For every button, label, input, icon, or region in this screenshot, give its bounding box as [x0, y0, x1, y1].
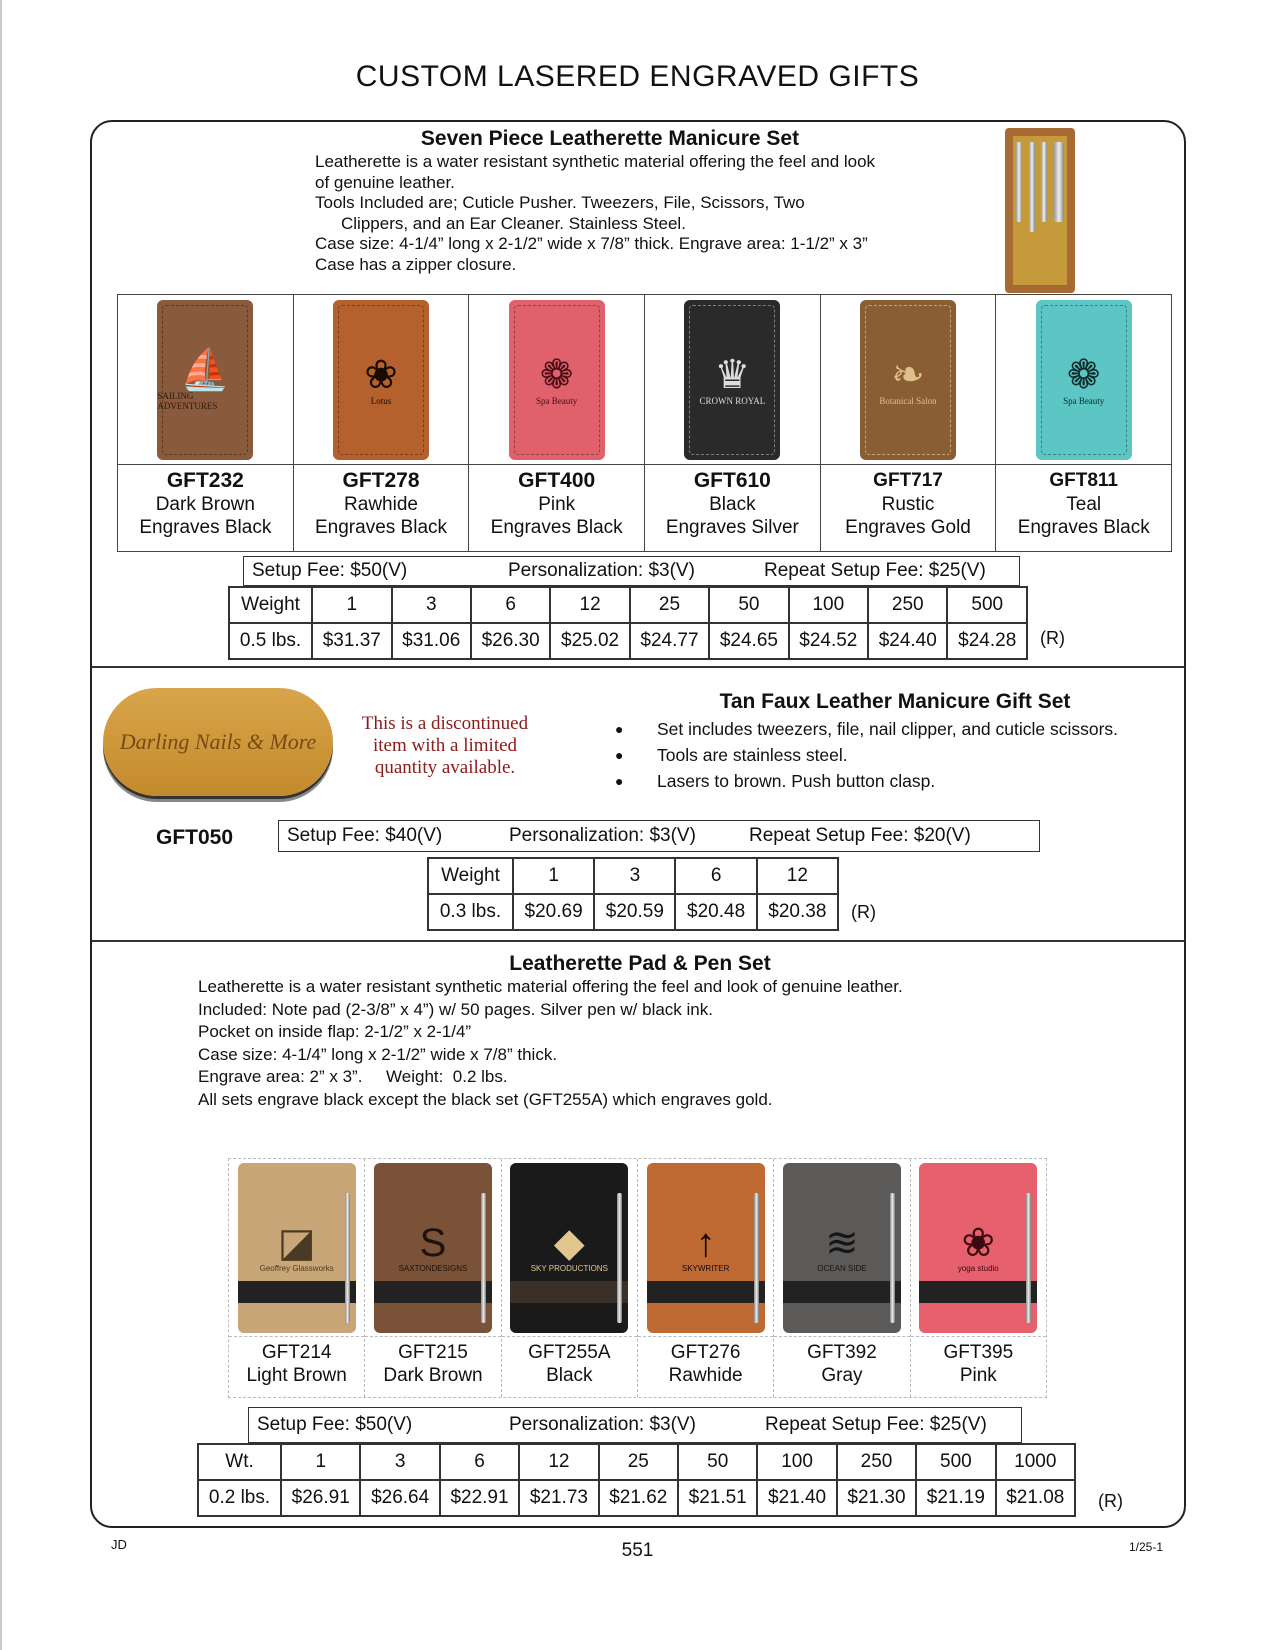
product-color: Pink	[538, 494, 576, 515]
product-card	[821, 295, 997, 551]
product-engraves: Engraves Gold	[845, 517, 971, 538]
r-mark: (R)	[851, 902, 876, 922]
logo-text: Lotus	[370, 395, 392, 406]
product-color: Black	[546, 1365, 593, 1386]
product-sku: GFT717	[873, 470, 943, 491]
manicure-set-image	[1005, 128, 1075, 293]
product-engraves: Engraves Silver	[665, 517, 799, 538]
quantity-row: Wt. 1 3 6 12 25 50 100 250 500 1000	[198, 1444, 1075, 1480]
product-color: Rawhide	[344, 494, 418, 515]
desc-line: Case has a zipper closure.	[315, 254, 517, 274]
r-mark: (R)	[1040, 628, 1065, 648]
desc-line: Pocket on inside flap: 2-1/2” x 2-1/4”	[198, 1022, 472, 1041]
product-image	[1036, 300, 1132, 460]
price-row: 0.3 lbs. $20.69 $20.59 $20.48 $20.38	[428, 894, 838, 930]
product-image	[860, 300, 956, 460]
section1-fees	[243, 556, 1020, 586]
footer-code: 1/25-1	[1128, 1540, 1163, 1554]
product-image	[333, 300, 429, 460]
product-sku: GFT278	[342, 469, 420, 492]
section2-title: Tan Faux Leather Manicure Gift Set	[719, 690, 1071, 713]
product-image	[238, 1163, 356, 1333]
pen-icon	[1026, 1193, 1031, 1323]
product-engraves: Engraves Black	[315, 517, 448, 538]
product-sku: GFT215	[398, 1342, 468, 1363]
product-color: Light Brown	[246, 1365, 347, 1386]
product-grid-manicure	[117, 294, 1172, 552]
quantity-row: Weight 1 3 6 12	[428, 858, 838, 894]
product-color: Rawhide	[668, 1365, 743, 1386]
product-grid-pad-pen	[228, 1158, 1047, 1398]
diamond-bars-icon: ◆	[553, 1221, 585, 1265]
desc-line: Leatherette is a water resistant synthetic material offering the feel and look	[315, 152, 876, 171]
product-card	[118, 295, 294, 551]
setup-fee: Setup Fee: $50(V)	[257, 1414, 413, 1435]
section-divider	[92, 666, 1185, 668]
lotus-icon: ❀	[364, 351, 398, 397]
product-card	[469, 295, 645, 551]
quantity-row: Weight 1 3 6 12 25 50 100 250 500	[229, 587, 1027, 623]
tool-icon	[1016, 142, 1022, 222]
product-color: Dark Brown	[155, 494, 255, 515]
logo-text: SAILING ADVENTURES	[157, 390, 218, 411]
section1-title: Seven Piece Leatherette Manicure Set	[420, 127, 800, 150]
pen-icon	[754, 1193, 759, 1323]
product-image	[684, 300, 780, 460]
product-sku: GFT276	[670, 1342, 741, 1363]
page-number: 551	[621, 1540, 654, 1561]
product-sku: GFT392	[807, 1342, 877, 1363]
desc-line: Case size: 4-1/4” long x 2-1/2” wide x 7/8” thick.	[198, 1044, 558, 1064]
tool-icon	[1029, 142, 1035, 232]
product-card	[645, 295, 821, 551]
setup-fee: Setup Fee: $50(V)	[252, 560, 408, 581]
personalization-fee: Personalization: $3(V)	[508, 560, 695, 581]
logo-text: SKYWRITER	[681, 1264, 730, 1273]
product-card	[774, 1159, 910, 1397]
product-sku: GFT811	[1049, 470, 1119, 491]
product-card	[638, 1159, 774, 1397]
wave-icon: ≋	[825, 1221, 859, 1265]
section3-description	[198, 976, 1098, 1111]
elastic-band	[647, 1281, 765, 1303]
product-image	[509, 300, 605, 460]
product-color: Pink	[959, 1365, 997, 1386]
logo-text: Geoffrey Glassworks	[259, 1264, 334, 1273]
tan-manicure-case-image	[103, 688, 333, 796]
product-sku: GFT255A	[528, 1342, 611, 1363]
product-image	[510, 1163, 628, 1333]
product-card	[229, 1159, 365, 1397]
page-title: CUSTOM LASERED ENGRAVED GIFTS	[355, 60, 920, 93]
pen-icon	[890, 1193, 895, 1323]
logo-text: yoga studio	[957, 1264, 999, 1273]
product-image	[157, 300, 253, 460]
product-card	[294, 295, 470, 551]
elastic-band	[783, 1281, 901, 1303]
pen-icon	[481, 1193, 486, 1323]
desc-line: Included: Note pad (2-3/8” x 4”) w/ 50 pages. Silver pen w/ black ink.	[198, 999, 713, 1019]
logo-text: Spa Beauty	[536, 395, 578, 406]
desc-line: Engrave area: 2” x 3”. Weight: 0.2 lbs.	[198, 1067, 508, 1086]
setup-fee: Setup Fee: $40(V)	[287, 825, 443, 846]
rocket-icon: ↑	[695, 1221, 716, 1265]
section2-sku: GFT050	[156, 826, 234, 849]
logo-text: Botanical Salon	[879, 395, 937, 406]
product-sku: GFT214	[261, 1342, 332, 1363]
elastic-band	[510, 1281, 628, 1303]
product-sku: GFT610	[693, 469, 771, 492]
section2-fees	[278, 820, 1040, 852]
lotus-icon: ❀	[961, 1221, 996, 1265]
engraving-text: Darling Nails & More	[119, 729, 317, 754]
leaf-icon: ❧	[891, 351, 925, 397]
personalization-fee: Personalization: $3(V)	[509, 825, 696, 846]
feature-item: ● Lasers to brown. Push button clasp.	[615, 770, 936, 791]
elastic-band	[238, 1281, 356, 1303]
product-image	[647, 1163, 765, 1333]
crown-icon: ♛	[714, 351, 751, 397]
elastic-band	[374, 1281, 492, 1303]
footer-initials: JD	[111, 1537, 127, 1552]
product-color: Gray	[821, 1365, 863, 1386]
desc-line: of genuine leather.	[315, 172, 455, 192]
sailboat-icon: ⛵	[180, 346, 231, 392]
price-row: 0.5 lbs. $31.37 $31.06 $26.30 $25.02 $24.77 $24.65 $24.52 $24.40 $24.28	[229, 623, 1027, 659]
personalization-fee: Personalization: $3(V)	[509, 1414, 696, 1435]
product-sku: GFT232	[166, 469, 244, 492]
section-divider	[92, 940, 1185, 942]
repeat-setup-fee: Repeat Setup Fee: $25(V)	[764, 560, 986, 581]
bullet-icon: ●	[615, 747, 624, 763]
product-color: Black	[709, 494, 756, 515]
product-card	[365, 1159, 501, 1397]
product-card	[502, 1159, 638, 1397]
product-image	[783, 1163, 901, 1333]
s-swirl-icon: S	[419, 1221, 447, 1265]
product-engraves: Engraves Black	[1017, 517, 1150, 538]
pen-icon	[345, 1193, 350, 1323]
section2-price-table	[427, 857, 839, 931]
repeat-setup-fee: Repeat Setup Fee: $25(V)	[765, 1414, 987, 1435]
spiral-square-icon: ◪	[277, 1221, 316, 1265]
desc-line: Clippers, and an Ear Cleaner. Stainless Steel.	[341, 213, 686, 233]
product-color: Rustic	[881, 494, 935, 515]
product-image	[919, 1163, 1037, 1333]
repeat-setup-fee: Repeat Setup Fee: $20(V)	[749, 825, 971, 846]
product-engraves: Engraves Black	[490, 517, 623, 538]
desc-line: Leatherette is a water resistant synthetic material offering the feel and look of genuine leather.	[198, 977, 903, 996]
feature-item: ● Set includes tweezers, file, nail clipper, and cuticle scissors.	[615, 718, 1119, 739]
product-color: Teal	[1066, 494, 1102, 515]
desc-line: Tools Included are; Cuticle Pusher. Tweezers, File, Scissors, Two	[315, 193, 805, 212]
desc-line: All sets engrave black except the black set (GFT255A) which engraves gold.	[198, 1089, 773, 1109]
section1-description	[315, 152, 955, 275]
feature-item: ● Tools are stainless steel.	[615, 744, 848, 765]
logo-text: SAXTONDESIGNS	[398, 1264, 468, 1273]
elastic-band	[919, 1281, 1037, 1303]
r-mark: (R)	[1098, 1491, 1123, 1511]
product-sku: GFT400	[518, 469, 596, 492]
section1-price-table	[228, 586, 1028, 660]
rose-icon: ❁	[1066, 351, 1101, 397]
product-image	[374, 1163, 492, 1333]
product-card	[911, 1159, 1046, 1397]
tool-icon	[1041, 142, 1047, 222]
product-card	[996, 295, 1171, 551]
page-edge	[0, 0, 2, 1650]
price-row: 0.2 lbs. $26.91 $26.64 $22.91 $21.73 $21.62 $21.51 $21.40 $21.30 $21.19 $21.08	[198, 1480, 1075, 1516]
bullet-icon: ●	[615, 721, 624, 737]
tool-icon	[1054, 142, 1064, 222]
logo-text: CROWN ROYAL	[699, 395, 766, 406]
section2-features	[615, 716, 1118, 794]
logo-text: Spa Beauty	[1063, 395, 1105, 406]
pen-icon	[617, 1193, 622, 1323]
product-sku: GFT395	[943, 1342, 1014, 1363]
desc-line: Case size: 4-1/4” long x 2-1/2” wide x 7/8” thick. Engrave area: 1-1/2” x 3”	[315, 234, 868, 253]
discontinued-notice: This is a discontinued item with a limited quantity available.	[361, 713, 529, 778]
rose-icon: ❁	[539, 351, 574, 397]
bullet-icon: ●	[615, 773, 624, 789]
logo-text: OCEAN SIDE	[817, 1264, 867, 1273]
section3-price-table	[197, 1443, 1076, 1517]
section3-fees	[248, 1407, 1022, 1443]
section3-title: Leatherette Pad & Pen Set	[509, 952, 771, 975]
product-color: Dark Brown	[383, 1365, 483, 1386]
product-engraves: Engraves Black	[139, 517, 272, 538]
logo-text: SKY PRODUCTIONS	[530, 1264, 608, 1273]
